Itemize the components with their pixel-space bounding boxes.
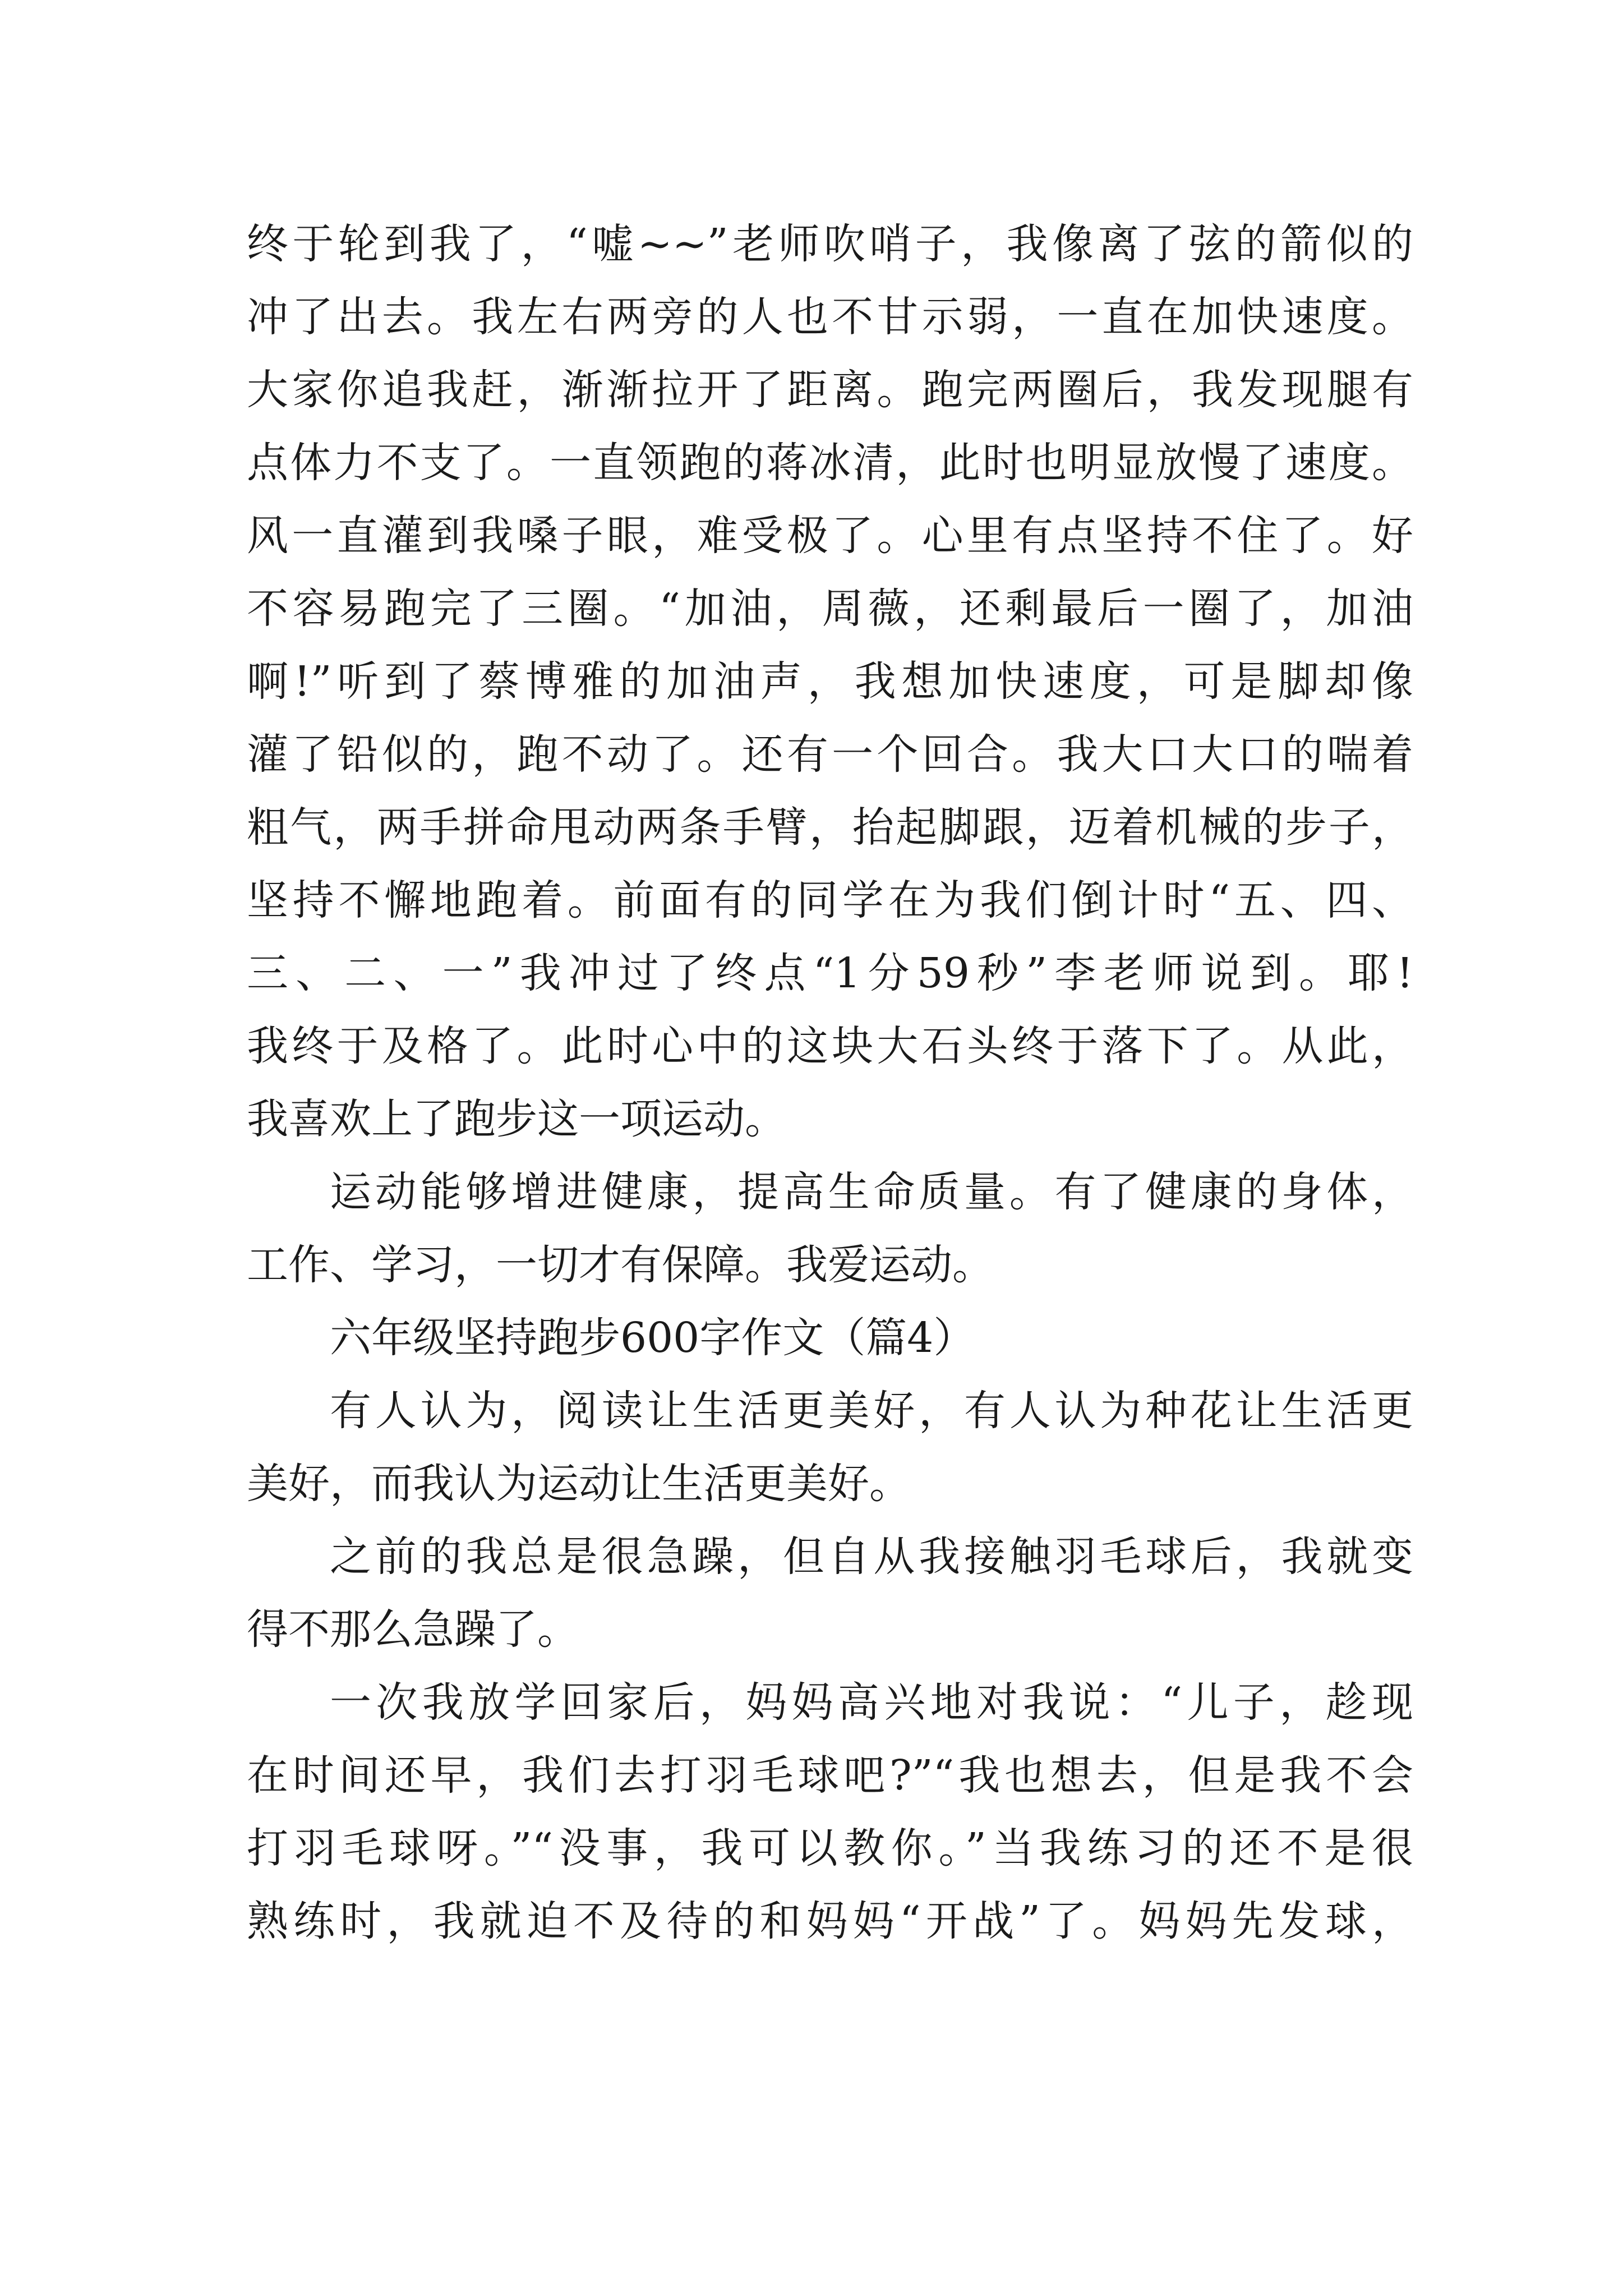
essay-body [247, 208, 1413, 1958]
text-line: 运动能够增进健康，提高生命质量。有了健康的身体， [330, 1168, 1413, 1216]
text-line: 我终于及格了。此时心中的这块大石头终于落下了。从此， [247, 1022, 1413, 1070]
text-line: 灌了铅似的，跑不动了。还有一个回合。我大口大口的喘着 [247, 730, 1413, 779]
text-line: 粗气，两手拼命甩动两条手臂，抬起脚跟，迈着机械的步子， [247, 803, 1413, 852]
text-line: 得不那么急躁了。 [247, 1605, 579, 1654]
text-line: 风一直灌到我嗓子眼，难受极了。心里有点坚持不住了。好 [247, 512, 1413, 560]
text-line: 六年级坚持跑步600字作文（篇4） [330, 1314, 975, 1362]
text-line: 工作、学习，一切才有保障。我爱运动。 [247, 1241, 994, 1289]
text-line: 在时间还早，我们去打羽毛球吧?”“我也想去，但是我不会 [247, 1751, 1413, 1800]
text-line: 一次我放学回家后，妈妈高兴地对我说：“儿子，趁现 [330, 1678, 1413, 1727]
text-line: 美好，而我认为运动让生活更美好。 [247, 1460, 911, 1508]
text-line: 三、二、一”我冲过了终点“1分59秒”李老师说到。耶! [247, 949, 1413, 997]
text-line: 熟练时，我就迫不及待的和妈妈“开战”了。妈妈先发球， [247, 1897, 1413, 1945]
text-line: 终于轮到我了，“嘘~~”老师吹哨子，我像离了弦的箭似的 [247, 220, 1413, 268]
text-line: 之前的我总是很急躁，但自从我接触羽毛球后，我就变 [330, 1533, 1413, 1581]
text-line: 打羽毛球呀。”“没事，我可以教你。”当我练习的还不是很 [247, 1824, 1413, 1872]
text-line: 大家你追我赶，渐渐拉开了距离。跑完两圈后，我发现腿有 [247, 366, 1413, 414]
text-line: 坚持不懈地跑着。前面有的同学在为我们倒计时“五、四、 [247, 876, 1413, 924]
text-line: 啊!”听到了蔡博雅的加油声，我想加快速度，可是脚却像 [247, 657, 1413, 706]
text-line: 点体力不支了。一直领跑的蒋冰清，此时也明显放慢了速度。 [247, 439, 1413, 487]
text-line: 有人认为，阅读让生活更美好，有人认为种花让生活更 [330, 1387, 1413, 1435]
text-line: 不容易跑完了三圈。“加油，周薇，还剩最后一圈了，加油 [247, 585, 1413, 633]
text-line: 冲了出去。我左右两旁的人也不甘示弱，一直在加快速度。 [247, 293, 1413, 341]
text-line: 我喜欢上了跑步这一项运动。 [247, 1095, 786, 1143]
